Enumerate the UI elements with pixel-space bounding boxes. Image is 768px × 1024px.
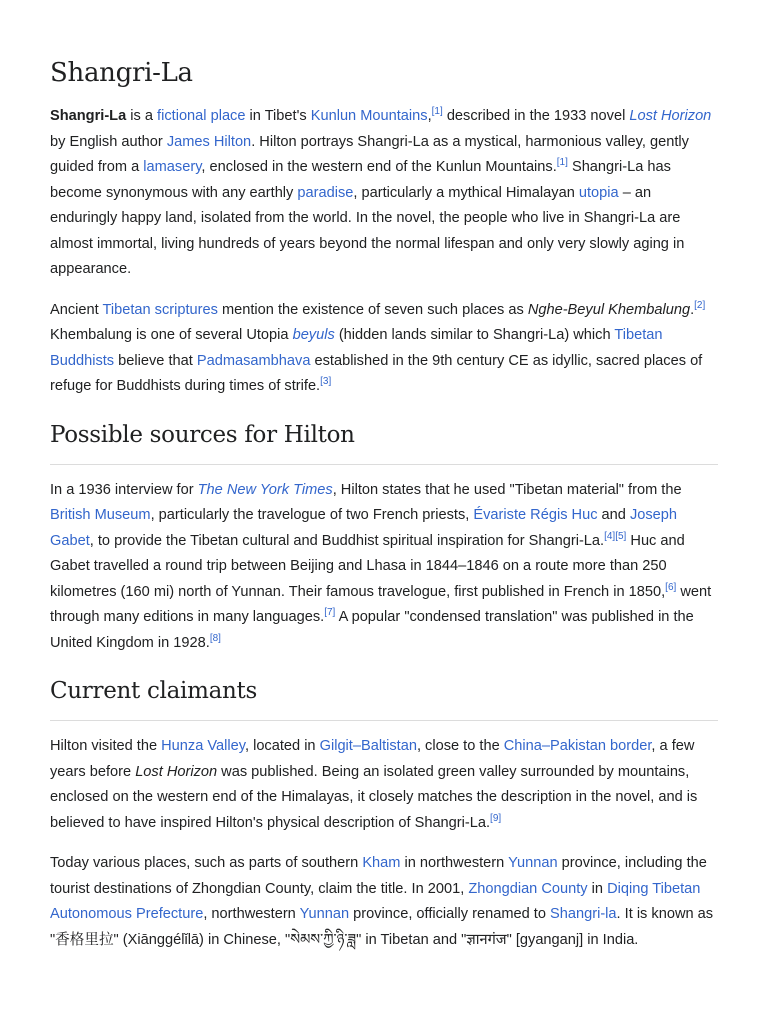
intro-paragraph-1 [50, 104, 718, 283]
reference-1[interactable]: [1] [556, 157, 568, 168]
reference-7[interactable]: [7] [324, 607, 336, 618]
text: , Hilton states that he used "Tibetan material" from the [332, 481, 682, 498]
reference-5[interactable]: [5] [615, 530, 627, 542]
link-zhongdian-county[interactable]: Zhongdian County [468, 880, 588, 897]
text: by English author [50, 133, 167, 150]
link-padmasambhava[interactable]: Padmasambhava [196, 352, 311, 369]
reference-9[interactable]: [9] [490, 812, 502, 824]
text: , northwestern [203, 906, 300, 922]
claimants-paragraph-1 [50, 734, 718, 836]
italic-link-text: The New York Times [197, 481, 333, 498]
section-heading-claimants: Current claimants [50, 678, 257, 704]
text: . [690, 301, 695, 318]
text: mention the existence of seven such places as [217, 301, 528, 318]
text: is a [126, 108, 158, 124]
italic-term: Nghe-Beyul Khembalung [527, 301, 691, 318]
text: , particularly the travelogue of two French priests, [150, 507, 474, 523]
link-lamasery[interactable]: lamasery [143, 159, 202, 175]
reference-4[interactable]: [4] [604, 530, 616, 542]
link-yunnan[interactable]: Yunnan [508, 855, 558, 871]
text: Huc and Gabet travelled a round trip between Beijing and Lhasa in 1844–1846 on a route more than 250 kilometres (160 mi) north of Yunnan. Their famous travelogue, first published in French in 1850, [50, 532, 685, 600]
link-kham[interactable]: Kham [362, 855, 401, 871]
text: , to provide the Tibetan cultural and Buddhist spiritual inspiration for Shangri-La. [89, 532, 605, 549]
text: in Tibet's [245, 108, 311, 124]
bold-term: Shangri-La [50, 108, 127, 124]
text: Shangri-La has become synonymous with any earthly [50, 159, 671, 201]
text: Today various places, such as parts of southern [50, 855, 363, 871]
text: Hilton visited the [50, 738, 162, 754]
text: , close to the [416, 738, 504, 754]
section-heading-wrap [50, 420, 718, 465]
text: in northwestern [400, 855, 509, 871]
link-joseph-gabet[interactable]: Joseph Gabet [50, 507, 678, 549]
link-james-hilton[interactable]: James Hilton [166, 133, 252, 150]
reference-6[interactable]: [6] [665, 581, 677, 593]
reference-8[interactable]: [8] [209, 632, 221, 644]
link-kunlun-mountains[interactable]: Kunlun Mountains [310, 108, 428, 124]
link-utopia[interactable]: utopia [578, 184, 619, 201]
text: – an enduringly happy land, isolated from the world. In the novel, the people who live in Shangri-La are almost immortal, living hundreds of years beyond the normal lifespan and only very slowly aging in appearance. [50, 184, 685, 277]
link-paradise[interactable]: paradise [297, 184, 354, 201]
text: Khembalung is one of several Utopia [50, 327, 293, 343]
text: believe that [114, 352, 197, 369]
italic-link-text: beyuls [292, 327, 335, 343]
text: was published. Being an isolated green valley surrounded by mountains, enclosed on the western end of the Himalayas, it closely matches the description in the novel, and is believed to have inspired Hilton's physical description of Shangri-La. [50, 763, 698, 831]
sources-paragraph [50, 478, 718, 657]
section-heading-wrap [50, 676, 718, 721]
italic-title: Lost Horizon [629, 108, 712, 124]
link-yunnan[interactable]: Yunnan [299, 906, 350, 922]
text: , enclosed in the western end of the Kunlun Mountains. [201, 159, 557, 175]
claimants-paragraph-2 [50, 851, 718, 953]
reference-3[interactable]: [3] [320, 376, 332, 387]
link-beyuls[interactable] [293, 327, 335, 343]
page-title: Shangri-La [50, 58, 193, 88]
text: , [427, 108, 432, 124]
text: province, officially renamed to [349, 906, 551, 922]
text: In a 1936 interview for [50, 481, 198, 498]
text: , a few years before [50, 738, 695, 780]
text: Ancient [50, 301, 103, 318]
link-new-york-times[interactable] [198, 482, 333, 498]
section-heading-sources: Possible sources for Hilton [50, 421, 355, 448]
link-china-pakistan-border[interactable]: China–Pakistan border [503, 738, 652, 754]
intro-paragraph-2 [50, 298, 718, 400]
text: . It is known as "香格里拉" (Xiānggélǐlā) in Chinese, "སེམས་ཀྱི་ཉི་ཟླ" in Tibetan and "ज्ञानगंज" [gyanganj] in India. [50, 906, 714, 948]
text: , particularly a mythical Himalayan [353, 184, 579, 201]
text: went through many editions in many languages. [50, 583, 712, 625]
link-fictional-place[interactable]: fictional place [157, 108, 246, 124]
text: described in the 1933 novel [442, 108, 630, 124]
reference-1[interactable]: [1] [431, 106, 443, 117]
link-diqing-prefecture[interactable]: Diqing Tibetan Autonomous Prefecture [50, 880, 701, 922]
text: province, including the tourist destinations of Zhongdian County, claim the title. In 2001, [50, 855, 707, 897]
link-lost-horizon[interactable] [629, 108, 711, 124]
link-shangri-la[interactable]: Shangri-la [550, 906, 617, 922]
link-hunza-valley[interactable]: Hunza Valley [161, 738, 245, 754]
link-tibetan-scriptures[interactable]: Tibetan scriptures [102, 301, 218, 318]
link-gilgit-baltistan[interactable]: Gilgit–Baltistan [319, 738, 417, 754]
link-tibetan-buddhists[interactable]: Tibetan Buddhists [50, 327, 663, 369]
text: established in the 9th century CE as idyllic, sacred places of refuge for Buddhists during times of strife. [50, 352, 703, 394]
text: , located in [244, 738, 320, 754]
italic-title: Lost Horizon [135, 763, 218, 780]
text: (hidden lands similar to Shangri-La) which [334, 327, 615, 343]
link-british-museum[interactable]: British Museum [50, 507, 151, 523]
link-evariste-huc[interactable]: Évariste Régis Huc [473, 507, 598, 523]
text: and [597, 507, 630, 523]
reference-2[interactable]: [2] [694, 299, 706, 311]
text: A popular "condensed translation" was published in the United Kingdom in 1928. [50, 609, 694, 651]
text: . Hilton portrays Shangri-La as a mystical, harmonious valley, gently guided from a [50, 133, 689, 175]
text: in [587, 880, 608, 897]
